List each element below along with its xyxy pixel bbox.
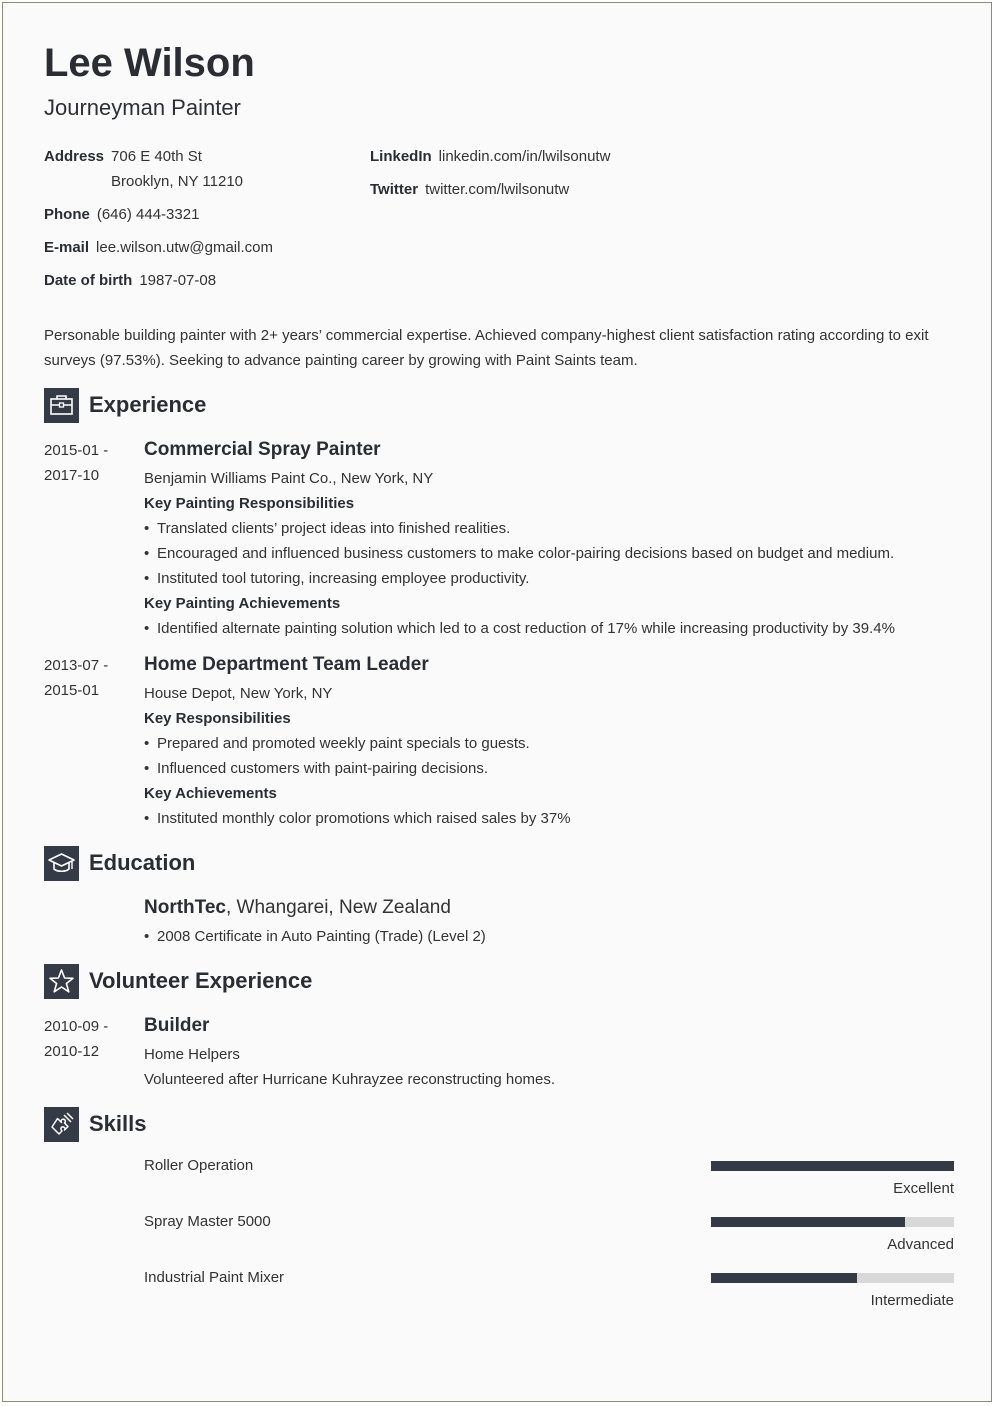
dob-label: Date of birth: [44, 272, 133, 289]
skill-level: Advanced: [887, 1236, 954, 1253]
school-name: NorthTec: [144, 897, 226, 918]
education-school-line: [144, 897, 451, 919]
job2-date-end: 2015-01: [44, 682, 100, 699]
email-value[interactable]: lee.wilson.utw@gmail.com: [96, 239, 273, 256]
job2-group1-heading: Key Responsibilities: [144, 710, 291, 727]
skill-name: Industrial Paint Mixer: [144, 1269, 285, 1286]
skill-name: Spray Master 5000: [144, 1213, 271, 1230]
skill-level: Intermediate: [870, 1292, 954, 1309]
skill-bar: [711, 1161, 954, 1171]
email-row: [44, 239, 273, 256]
skill-bar-fill: [711, 1273, 857, 1283]
linkedin-label: LinkedIn: [370, 148, 432, 165]
job2-company: House Depot, New York, NY: [144, 685, 333, 702]
candidate-title: Journeyman Painter: [44, 95, 241, 120]
volunteer-date-end: 2010-12: [44, 1043, 100, 1060]
skill-bar-fill: [711, 1161, 954, 1171]
candidate-name: Lee Wilson: [44, 41, 255, 85]
skill-name: Roller Operation: [144, 1157, 254, 1174]
twitter-link[interactable]: twitter.com/lwilsonutw: [425, 181, 570, 198]
school-location: , Whangarei, New Zealand: [225, 897, 451, 918]
address-line1: 706 E 40th St: [111, 148, 202, 165]
job2-group2-heading: Key Achievements: [144, 785, 277, 802]
volunteer-description: Volunteered after Hurricane Kuhrayzee reconstructing homes.: [144, 1071, 556, 1088]
twitter-row: [370, 181, 569, 198]
list-item: • Instituted tool tutoring, increasing employee productivity.: [144, 570, 530, 587]
volunteer-date-start: 2010-09 -: [44, 1018, 109, 1035]
address-row: [44, 148, 202, 165]
volunteer-org: Home Helpers: [144, 1046, 240, 1063]
address-line2: Brooklyn, NY 11210: [111, 173, 244, 190]
education-heading: Education: [89, 850, 196, 875]
experience-heading: Experience: [89, 392, 207, 417]
graduation-cap-icon: [44, 846, 79, 881]
job1-title: Commercial Spray Painter: [144, 439, 381, 460]
job1-company: Benjamin Williams Paint Co., New York, NY: [144, 470, 434, 487]
linkedin-row: [370, 148, 610, 165]
skill-level: Excellent: [893, 1180, 954, 1197]
skill-bar: [711, 1217, 954, 1227]
volunteer-title: Builder: [144, 1015, 210, 1036]
list-item: • Instituted monthly color promotions which raised sales by 37%: [144, 810, 571, 827]
star-icon: [44, 964, 79, 999]
resume-page: [2, 2, 992, 1402]
phone-value: (646) 444-3321: [96, 206, 200, 223]
list-item: • Prepared and promoted weekly paint specials to guests.: [144, 735, 530, 752]
list-item: • 2008 Certificate in Auto Painting (Trade) (Level 2): [144, 928, 486, 945]
linkedin-link[interactable]: linkedin.com/in/lwilsonutw: [438, 148, 611, 165]
job2-title: Home Department Team Leader: [144, 654, 429, 675]
phone-row: [44, 206, 199, 223]
job1-date-end: 2017-10: [44, 467, 100, 484]
job2-date-start: 2013-07 -: [44, 657, 109, 674]
skill-bar: [711, 1273, 954, 1283]
dob-row: [44, 272, 216, 289]
twitter-label: Twitter: [370, 181, 419, 198]
job1-group1-heading: Key Painting Responsibilities: [144, 495, 355, 512]
email-label: E-mail: [44, 239, 90, 256]
volunteer-heading: Volunteer Experience: [89, 968, 313, 993]
summary: Personable building painter with 2+ years’ commercial expertise. Achieved company-highest client satisfaction rating according to exit surveys (97.53%). Seeking to advance painting career by growing with Paint Saints team.: [44, 327, 929, 369]
list-item: • Encouraged and influenced business customers to make color-pairing decisions based on budget and medium.: [144, 545, 895, 562]
skill-bar-fill: [711, 1217, 905, 1227]
list-item: • Influenced customers with paint-pairing decisions.: [144, 760, 489, 777]
phone-label: Phone: [44, 206, 90, 223]
job1-group2-heading: Key Painting Achievements: [144, 595, 341, 612]
puzzle-icon: [44, 1107, 79, 1142]
list-item: • Translated clients’ project ideas into finished realities.: [144, 520, 511, 537]
skills-heading: Skills: [89, 1111, 147, 1136]
briefcase-icon: [44, 388, 79, 423]
address-label: Address: [44, 148, 105, 165]
list-item: • Identified alternate painting solution which led to a cost reduction of 17% while increasing productivity by 39.4%: [144, 620, 895, 637]
job1-date-start: 2015-01 -: [44, 442, 109, 459]
address-line2-row: [111, 173, 243, 190]
dob-value: 1987-07-08: [139, 272, 217, 289]
